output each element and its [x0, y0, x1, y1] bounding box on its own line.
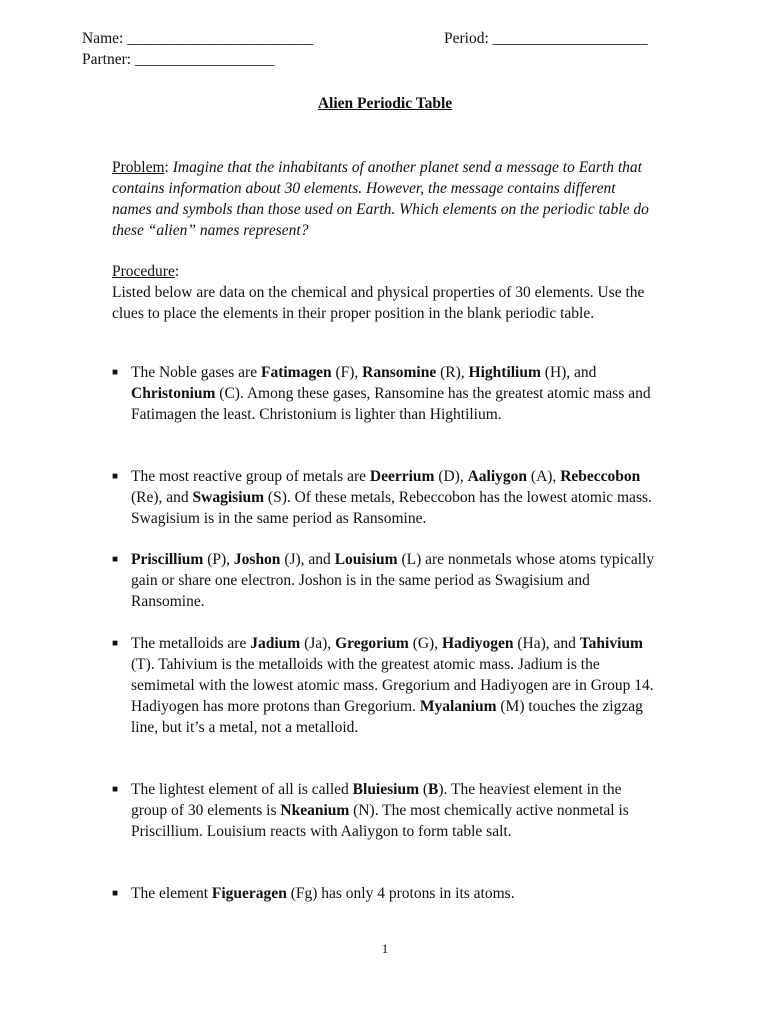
bullet-text: The most reactive group of metals are Deerrium (D), Aaliygon (A), Rebeccobon (Re), and Swagisium (S). Of these metals, Rebeccobon has the lowest atomic mass. Swagisium is in the same period as Ransomine.	[131, 468, 652, 527]
procedure-text: Listed below are data on the chemical and physical properties of 30 elements. Use the clues to place the elements in their proper position in the blank periodic table.	[112, 284, 645, 322]
bullet-metalloids	[112, 633, 657, 738]
bullet-square-icon: ■	[112, 367, 119, 378]
procedure-label: Procedure	[112, 263, 175, 280]
problem-label: Problem	[112, 159, 165, 176]
procedure-paragraph: Procedure: Listed below are data on the chemical and physical properties of 30 elements. Use the clues to place the elements in their proper position in the blank periodic table.	[112, 263, 645, 322]
bullet-reactive-metals	[112, 466, 657, 529]
bullet-square-icon: ■	[112, 888, 119, 899]
bullet-text: The element Figueragen (Fg) has only 4 protons in its atoms.	[131, 885, 515, 902]
page-title: Alien Periodic Table	[317, 95, 453, 112]
bullet-text: The metalloids are Jadium (Ja), Gregorium (G), Hadiyogen (Ha), and Tahivium (T). Tahivium is the metalloids with the greatest atomic mass. Jadium is the semimetal with the lowest atomic mass. Gregorium and Hadiyogen are in Group 14. Hadiyogen has more protons than Gregorium. Myalanium (M) touches the zigzag line, but it’s a metal, not a metalloid.	[131, 635, 654, 736]
problem-paragraph: Problem: Imagine that the inhabitants of another planet send a message to Earth that contains information about 30 elements. However, the message contains different names and symbols than those used on Earth. Which elements on the periodic table do these “alien” names represent?	[112, 159, 649, 239]
bullet-text: Priscillium (P), Joshon (J), and Louisium (L) are nonmetals whose atoms typically gain or share one electron. Joshon is in the same period as Swagisium and Ransomine.	[131, 551, 655, 610]
period-field-line: Period: ____________________	[444, 30, 648, 47]
bullet-nonmetals	[112, 549, 657, 612]
bullet-text: The Noble gases are Fatimagen (F), Ransomine (R), Hightilium (H), and Christonium (C). Among these gases, Ransomine has the greatest atomic mass and Fatimagen the least. Christonium is lighter than Hightilium.	[131, 364, 651, 423]
bullet-lightest-heaviest	[112, 779, 657, 842]
name-field-line: Name: ________________________	[82, 30, 314, 47]
bullet-square-icon: ■	[112, 784, 119, 795]
problem-text: Imagine that the inhabitants of another planet send a message to Earth that contains information about 30 elements. However, the message contains different names and symbols than those used on Earth. Which elements on the periodic table do these “alien” names represent?	[112, 159, 649, 239]
bullet-square-icon: ■	[112, 471, 119, 482]
bullet-square-icon: ■	[112, 638, 119, 649]
page-number: 1	[381, 941, 389, 956]
partner-field-line: Partner: __________________	[82, 51, 275, 68]
bullet-text: The lightest element of all is called Bluiesium (B). The heaviest element in the group of 30 elements is Nkeanium (N). The most chemically active nonmetal is Priscillium. Louisium reacts with Aaliygon to form table salt.	[131, 781, 629, 840]
bullet-noble-gases	[112, 362, 657, 425]
bullet-figueragen	[112, 883, 657, 904]
bullet-square-icon: ■	[112, 554, 119, 565]
